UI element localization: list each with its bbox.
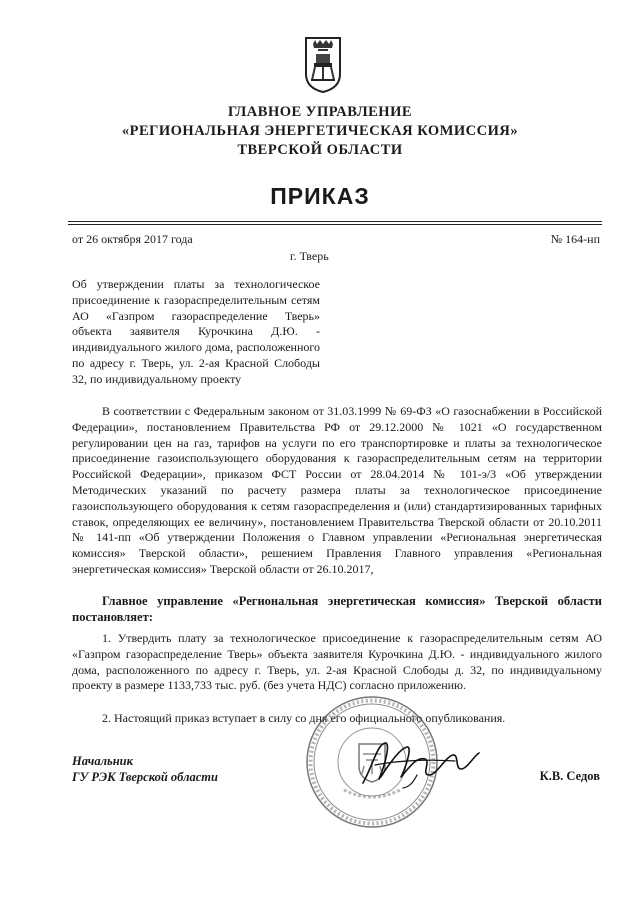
- handwritten-signature: [355, 735, 485, 790]
- document-subject: Об утверждении платы за технологическое присоединение к газораспределительным сетям АО «Газпром газораспределение Тверь» объекта заявителя Курочкина Д.Ю. - индивидуального жилого дома, расположенного по адресу г. Тверь, ул. 2-ая Красной Слободы 32, по индивидуальному проекту: [72, 277, 320, 386]
- order-item-1: 1. Утвердить плату за технологическое присоединение к газораспределительным сетям АО «Газпром газораспределение Тверь» объекта заявителя Курочкина Д.Ю. - индивидуального жилого дома, расположенного по адресу г. Тверь, ул. 2-ая Красной Слободы д. 32, по индивидуальному проекту в размере 1133,733 тыс. руб. (без учета НДС) согласно приложению.: [72, 631, 602, 693]
- document-number: № 164-нп: [550, 232, 600, 246]
- decree-statement: Главное управление «Региональная энергетическая комиссия» Тверской области постановляет:: [72, 594, 602, 624]
- document-title: ПРИКАЗ: [270, 183, 370, 209]
- document-city: г. Тверь: [290, 249, 329, 263]
- signatory-name: К.В. Седов: [539, 769, 600, 783]
- order-item-2: 2. Настоящий приказ вступает в силу со дня его официального опубликования.: [102, 711, 506, 725]
- document-date: от 26 октября 2017 года: [72, 232, 193, 246]
- organization-name-line3: ТВЕРСКОЙ ОБЛАСТИ: [237, 142, 403, 158]
- organization-name-line1: ГЛАВНОЕ УПРАВЛЕНИЕ: [227, 104, 413, 120]
- coat-of-arms-icon: [303, 36, 343, 94]
- signatory-position-line2: ГУ РЭК Тверской области: [72, 770, 218, 784]
- signatory-position-line1: Начальник: [72, 754, 133, 768]
- header-divider: [68, 221, 602, 225]
- organization-name-line2: «РЕГИОНАЛЬНАЯ ЭНЕРГЕТИЧЕСКАЯ КОМИССИЯ»: [121, 123, 519, 139]
- signatory-position: [72, 753, 218, 785]
- preamble-paragraph: В соответствии с Федеральным законом от 31.03.1999 № 69-ФЗ «О газоснабжении в Российской Федерации», постановлением Правительства РФ от 29.12.2000 № 1021 «О государственном регулировании цен на газ, тарифов на услуги по его транспортировке и платы за технологическое присоединение газоиспользующего оборудования к газораспределительным сетям на территории Российской Федерации», приказом ФСТ России от 28.04.2014 № 101-э/3 «Об утверждении Методических указаний по расчету размера платы за технологическое присоединение газоиспользующего оборудования к сетям газораспределения и (или) стандартизированных тарифных ставок, определяющих ее величину», постановлением Правительства Тверской области от 20.10.2011 № 141-пп «Об утверждении Положения о Главном управлении «Региональная энергетическая комиссия» Тверской области», решением Правления Главного управления «Региональная энергетическая комиссия» Тверской области от 26.10.2017,: [72, 404, 602, 576]
